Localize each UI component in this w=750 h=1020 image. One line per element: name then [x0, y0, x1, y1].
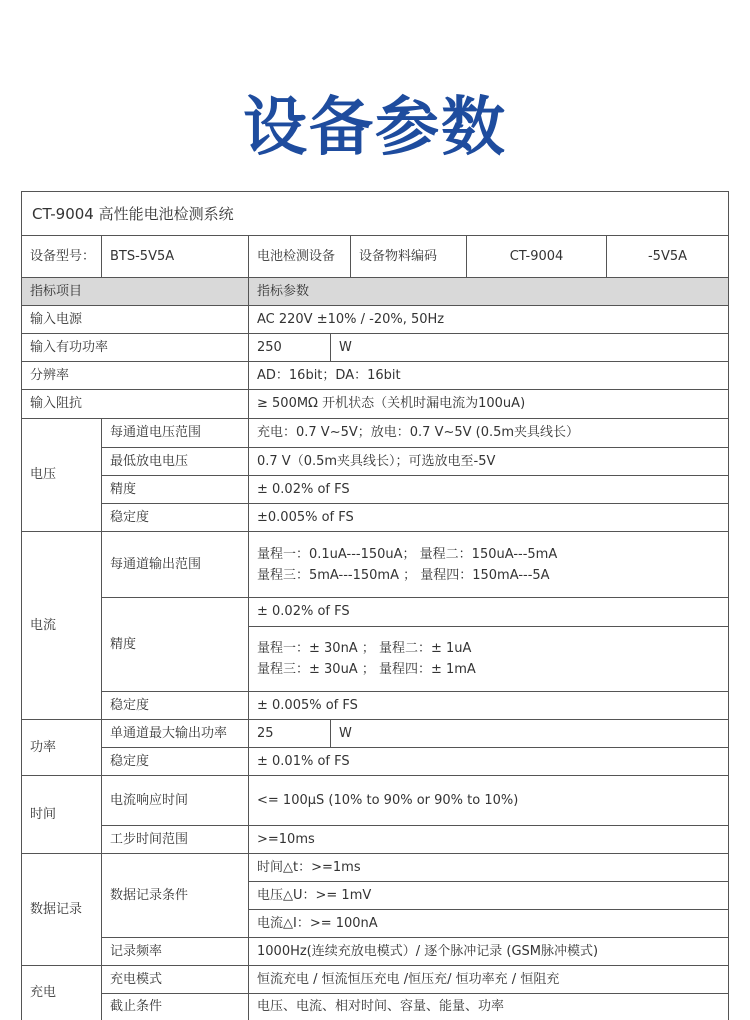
current-range-line-2: 量程三：5mA---150mA ； 量程四：150mA---5A: [257, 567, 550, 583]
charge-cutoff-label: 截止条件: [110, 999, 163, 1014]
model-value: BTS-5V5A: [110, 248, 175, 264]
group-current: 电流: [30, 617, 57, 633]
material-code-label: 设备物料编码: [359, 248, 438, 264]
current-accuracy-ranges: [249, 627, 728, 691]
voltage-accuracy-value: ± 0.02% of FS: [257, 481, 350, 497]
page-title: 设备参数: [243, 91, 507, 165]
voltage-range-label: 每通道电压范围: [110, 425, 202, 440]
current-stability-label: 稳定度: [110, 697, 150, 713]
material-code-prefix: CT-9004: [509, 248, 564, 264]
time-step-value: >=10ms: [257, 831, 315, 847]
voltage-stability-label: 稳定度: [110, 509, 150, 525]
record-condition-label: 数据记录条件: [110, 887, 189, 903]
charge-mode-label: 充电模式: [110, 971, 163, 987]
model-label: 设备型号：: [30, 248, 96, 264]
power-stability-label: 稳定度: [110, 753, 150, 769]
current-stability-value: ± 0.005% of FS: [257, 697, 358, 713]
group-data-record: 数据记录: [30, 901, 83, 917]
group-voltage: 电压: [30, 467, 57, 482]
voltage-min-value: 0.7 V（0.5m夹具线长）；可选放电至-5V: [257, 453, 496, 469]
current-range-label: 每通道输出范围: [110, 556, 202, 572]
material-code-suffix: -5V5A: [647, 248, 688, 264]
voltage-min-label: 最低放电电压: [110, 453, 189, 469]
current-range-line-1: 量程一：0.1uA---150uA； 量程二：150uA---5mA: [257, 546, 558, 562]
time-response-value: <= 100μS (10% to 90% or 90% to 10%): [257, 792, 519, 808]
row-label-input-power: 输入电源: [30, 311, 83, 327]
voltage-range-value: 充电：0.7 V~5V；放电：0.7 V~5V (0.5m夹具线长）: [257, 425, 580, 440]
current-accuracy-fs: ± 0.02% of FS: [257, 604, 350, 619]
column-header-item: 指标项目: [30, 283, 83, 299]
power-max-label: 单通道最大输出功率: [110, 725, 228, 741]
time-response-label: 电流响应时间: [110, 792, 189, 808]
power-stability-value: ± 0.01% of FS: [257, 753, 350, 769]
device-type: 电池检测设备: [257, 248, 336, 264]
row-unit-active-power: W: [339, 339, 352, 355]
power-max-value: 25: [257, 725, 274, 741]
voltage-stability-value: ±0.005% of FS: [257, 509, 354, 525]
record-condition-current: 电流△I：>= 100nA: [257, 915, 378, 931]
current-accuracy-label: 精度: [110, 636, 137, 652]
column-header-param: 指标参数: [257, 283, 310, 299]
current-range-value: [249, 532, 728, 597]
record-condition-voltage: 电压△U：>= 1mV: [257, 887, 372, 903]
border-line: [728, 191, 729, 1020]
system-name: CT-9004 高性能电池检测系统: [32, 204, 234, 223]
record-frequency-label: 记录频率: [110, 943, 163, 959]
group-power: 功率: [30, 739, 57, 755]
group-time: 时间: [30, 806, 57, 822]
row-label-input-impedance: 输入阻抗: [30, 396, 83, 411]
row-value-input-power: AC 220V ±10% / -20%, 50Hz: [257, 311, 445, 327]
record-frequency-value: 1000Hz(连续充放电模式）/ 逐个脉冲记录 (GSM脉冲模式): [257, 943, 599, 959]
row-label-resolution: 分辨率: [30, 367, 70, 383]
row-value-resolution: AD：16bit；DA：16bit: [257, 367, 401, 383]
group-charge: 充电: [30, 985, 57, 1000]
charge-mode-value: 恒流充电 / 恒流恒压充电 /恒压充/ 恒功率充 / 恒阻充: [257, 971, 560, 987]
time-step-label: 工步时间范围: [110, 831, 189, 847]
voltage-accuracy-label: 精度: [110, 481, 137, 497]
row-value-active-power: 250: [257, 339, 282, 355]
current-accuracy-line-2: 量程三：± 30uA ； 量程四：± 1mA: [257, 662, 476, 677]
current-accuracy-line-1: 量程一：± 30nA ； 量程二：± 1uA: [257, 641, 472, 656]
row-label-active-power: 输入有功功率: [30, 339, 109, 355]
record-condition-time: 时间△t：>=1ms: [257, 859, 361, 875]
power-max-unit: W: [339, 725, 352, 741]
charge-cutoff-value: 电压、电流、相对时间、容量、能量、功率: [257, 999, 505, 1014]
row-value-input-impedance: ≥ 500MΩ 开机状态（关机时漏电流为100uA): [257, 396, 526, 411]
